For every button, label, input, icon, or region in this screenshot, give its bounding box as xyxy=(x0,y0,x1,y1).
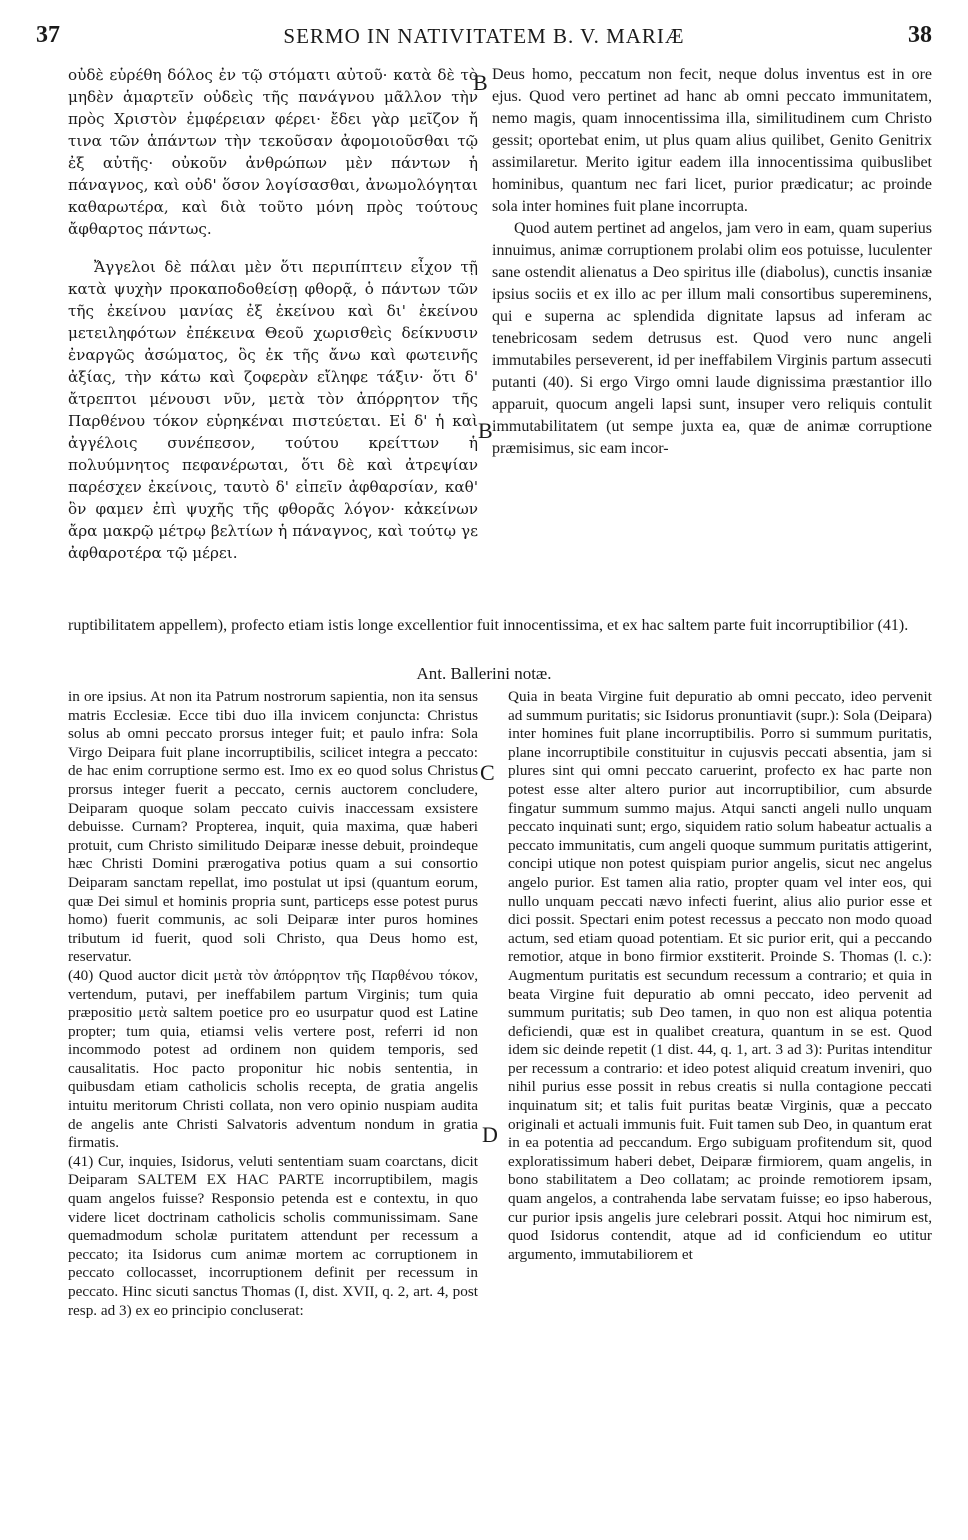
greek-paragraph: οὐδὲ εὑρέθη δόλος ἐν τῷ στόματι αὐτοῦ· κατὰ δὲ τὸ μηδὲν ἁμαρτεῖν οὐδεὶς τῆς πανάγνου μᾶλλον τὴν πρὸς Χριστὸν ἐμφέρειαν φέρει· ἔδει γὰρ μεῖζον ἤ τινα τῶν ἁπάντων τὴν τεκοῦσαν ἀφομοιοῦσθαι τῷ ἐξ αὐτῆς· οὐκοῦν ἀνθρώπων μὲν πάντων ἡ πάναγνος, καὶ οὐδ' ὅσον λογίσασθαι, ἀνωμολόγηται καθαρωτέρα, καὶ διὰ τοῦτο μόνη πρὸς τούτους ἄφθαρτος πάντως. xyxy=(68,66,478,238)
notes-right-column xyxy=(508,688,932,1264)
running-title: SERMO IN NATIVITATEM B. V. MARIÆ xyxy=(283,24,685,48)
latin-continuation: ruptibilitatem appellem), profecto etiam istis longe excellentior fuit innocentissima, et ex hac saltem parte fuit incorruptibilior (41). xyxy=(68,617,909,634)
notes-left-column xyxy=(68,688,478,1320)
margin-marker-b: B xyxy=(473,70,488,95)
margin-marker-c: C xyxy=(480,760,495,785)
margin-marker-d: D xyxy=(482,1122,498,1147)
page-number-left: 37 xyxy=(36,22,60,48)
greek-text-column xyxy=(68,64,478,564)
note-paragraph: Quia in beata Virgine fuit depuratio ab omni peccato, ideo pervenit ad summum puritatis; sic Isidorus pronuntiavit (supr.): Sola (Deipara) inter homines fuit plane incorruptibilis. Porro si summum puritatis, plane incorruptibile constituitur in cujusvis peccati absentia, jam si plures sint qui omni peccato caruerint, profecto ex hac parte non potest esse alter altero purior aut incorruptibilior, cum absurde fingatur summum summo majus. Atqui sancti angeli nullo unquam peccato inquinati sunt; ergo, siquidem ratio solum habeatur actualis a peccato immunitatis, cum angeli quoque summum puritatis attigerint, concipi utique non potest quispiam purior angelis, sicut nec angelus angelo purior. Est tamen alia ratio, propter quam vel inter eos, qui nullo unquam peccati nævo infecti fuerint, alius alio purior esse et dici possit. Spectari enim potest recessus a peccato non modo quoad actum, sed etiam quoad potentiam. Et sic purior erit, qui a peccando remotior, atque in bono firmior exstiterit. Proinde S. Thomas (l. c.): Augmentum puritatis est secundum recessum a contrario; et quia in beata Virgine fuit depuratio ab omni peccato, ideo pervenit ad summum puritatis; sub Deo tamen, in quo non est aliqua potentia deficiendi, quæ est in qualibet creatura, quantum in se est. Quod idem sic deinde repetit (1 dist. 44, q. 1, art. 3 ad 3): Puritas intenditur per recessum a contrario: et ideo potest aliquid creatum inveniri, quo nihil purius esse possit in rebus creatis si nulla contagione peccati inquinatum sit; et talis fuit puritas beatæ Virginis, quæ a peccato originali et actuali immunis fuit. Fuit tamen sub Deo, in quantum erat in ea potentia ad peccandum. Ergo subiguam profitendum sit, quod exploratissimum haberi debet, Deiparæ firmiorem, quam angelis, in bono stabilitatem a Deo collatam; ac proinde remotiorem ipsam, quam angelos, a contrahenda labe servatam fuisse; eo ipso haberous, cur purior ipsis angelis jure celebrari possit. Atqui hoc nimirum est, quod Isidorus contendit, atque ad id conficiendum eo utitur argumento, immutabiliorem et xyxy=(508,688,932,1263)
latin-paragraph: Deus homo, peccatum non fecit, neque dolus inventus est in ore ejus. Quod vero pertinet ad hanc ab omni peccato immunitatem, nemo magis, quam innocentissima illa, similitudinem cum Christo gessit; oportebat enim, ut plus quam alius quilibet, Genito Genitrix assimilaretur. Merito igitur eadem illa innocentissima quibuslibet hominibus, quantum nec fari licet, purior prædicatur; ac proinde sola inter homines fuit plane incorrupta. xyxy=(492,66,932,215)
note-40: (40) Quod auctor dicit μετὰ τὸν ἀπόρρητον τῆς Παρθένου τόκον, vertendum, putavi, per ineffabilem partum Virginis; tum quia præpositio μετὰ saltem poetice pro eo usurpatur quod est Latine propter; tum quia, etiamsi velis vertere post, referri id non incommodo potest ad ordinem non quidem temporis, sed causalitatis. Hoc pacto proponitur hic nobis sententia, in quibusdam etiam catholicis scholis recepta, de gratia angelis intuitu meritorum Christi collata, non vero opinio nuspiam audita de angelis ante Christi Salvatoris adventum nondum in gratia firmatis. xyxy=(68,966,478,1152)
running-header xyxy=(36,22,932,52)
page-number-right: 38 xyxy=(908,22,932,48)
notes-heading: Ant. Ballerini notæ. xyxy=(416,664,552,683)
margin-marker-b: B xyxy=(478,418,493,443)
note-41: (41) Cur, inquies, Isidorus, veluti sententiam suam coarctans, dicit Deiparam SALTEM EX HAC PARTE incorruptibilem, magis quam angelos fuisse? Responsio petenda est e contextu, in quo videre licet doctrinam catholicis scholis communissimam. Sane quemadmodum scholæ puritatem attendunt per recessum a peccato; ita Isidorus cum animæ mortem ac corruptionem in peccato collocasset, incorruptionem definit per recessum in peccato. Hinc sicuti sanctus Thomas (I, dist. XVII, q. 2, art. 4, post resp. ad 3) ex eo principio concluserat: xyxy=(68,1152,478,1319)
greek-paragraph: Ἄγγελοι δὲ πάλαι μὲν ὅτι περιπίπτειν εἶχον τῇ κατὰ ψυχὴν προκαποδοθείσῃ φθορᾷ, ὁ πάντων τῶν τῆς ἐκείνου μανίας ἐξ ἐκείνου καὶ δι' ἐκείνου μετειληφότων ἐπέκεινα Θεοῦ χωρισθεὶς δείκνυσιν ἐναργῶς ἀσώματος, ὃς ἐκ τῆς ἄνω καὶ φωτεινῆς ἀξίας, τὴν κάτω καὶ ζοφερὰν εἴληφε τάξιν· ὅτι δ' ἄτρεπτοι μένουσι νῦν, μετὰ τὸν ἀπόρρητον τῆς Παρθένου τόκον εὑρηκέναι πιστεύεται. Εἰ δ' ἡ καὶ ἀγγέλοις συνέπεσον, τούτου κρείττων ἡ πολυύμνητος πεφανέρωται, ὅτι δὲ καὶ ἀτρεψίαν παρέσχεν ἐκείνοις, ταυτὸ δ' εἰπεῖν ἀφθαρσίαν, καθ' ὃν φαμεν ἐπὶ ψυχῆς τῆς φθορᾶς λόγον· κἀκείνων ἄρα μακρῷ μέτρῳ βελτίων ἡ πάναγνος, καὶ τούτῳ γε ἀφθαροτέρα τῷ μέρει. xyxy=(68,258,478,562)
latin-text-column xyxy=(492,64,932,460)
latin-paragraph: Quod autem pertinet ad angelos, jam vero in eam, quam superius innuimus, animæ corruptionem prolabi olim eos potuisse, luculenter sane ostendit alienatus a Deo spiritus ille (diabolus), cunctis insaniæ ipsius sociis et ex illo ac per illum mali consortibus supereminens, qui e superna ac splendida dignitate lapsus ad inferam ac tenebricosam sedem detrusus est. Quod vero nunc angeli immutabiles perseverent, id per ineffabilem Virginis partum assecuti putanti (40). Si ergo Virgo omni laude dignissima præstantior illo apparuit, quocum angeli lapsi sunt, insuper vero reliquis contulit immutabilitatem (ut sempe juxta ea, quæ de animæ corruptione præmisimus, sic eam incor- xyxy=(492,220,932,457)
note-paragraph: in ore ipsius. At non ita Patrum nostrorum sapientia, non ita sensus matris Ecclesiæ. Ecce tibi duo illa invicem conjuncta: Christus solus ab omni peccato prorsus integer fuit; et paulo infra: Sola Virgo Deipara fuit plane incorruptibilis, scilicet integra a peccato: de hac enim corruptione sermo est. Imo ex eo quod solus Christus prorsus integer fuerit a peccato, cernis auctorem concludere, Deiparam quoque solam peccato cuivis inaccessam exsistere debuisse. Curnam? Propterea, inquit, quia maxima, quæ haberi protuit, cum Christo similitudo Deiparæ inesse debuit, proindeque hæc Christi Domini prærogativa potius quam a sui consortio Deiparam sanctam repellat, imo postulat ut ipsi (quantum eorum, quæ Dei simul et hominis propria sunt, particeps esse potest purus homo) fuerit communis, ac soli Deiparæ inter puros homines tributum id fuerit, quod soli Christo, qua Deus homo est, reservatur. xyxy=(68,688,478,966)
